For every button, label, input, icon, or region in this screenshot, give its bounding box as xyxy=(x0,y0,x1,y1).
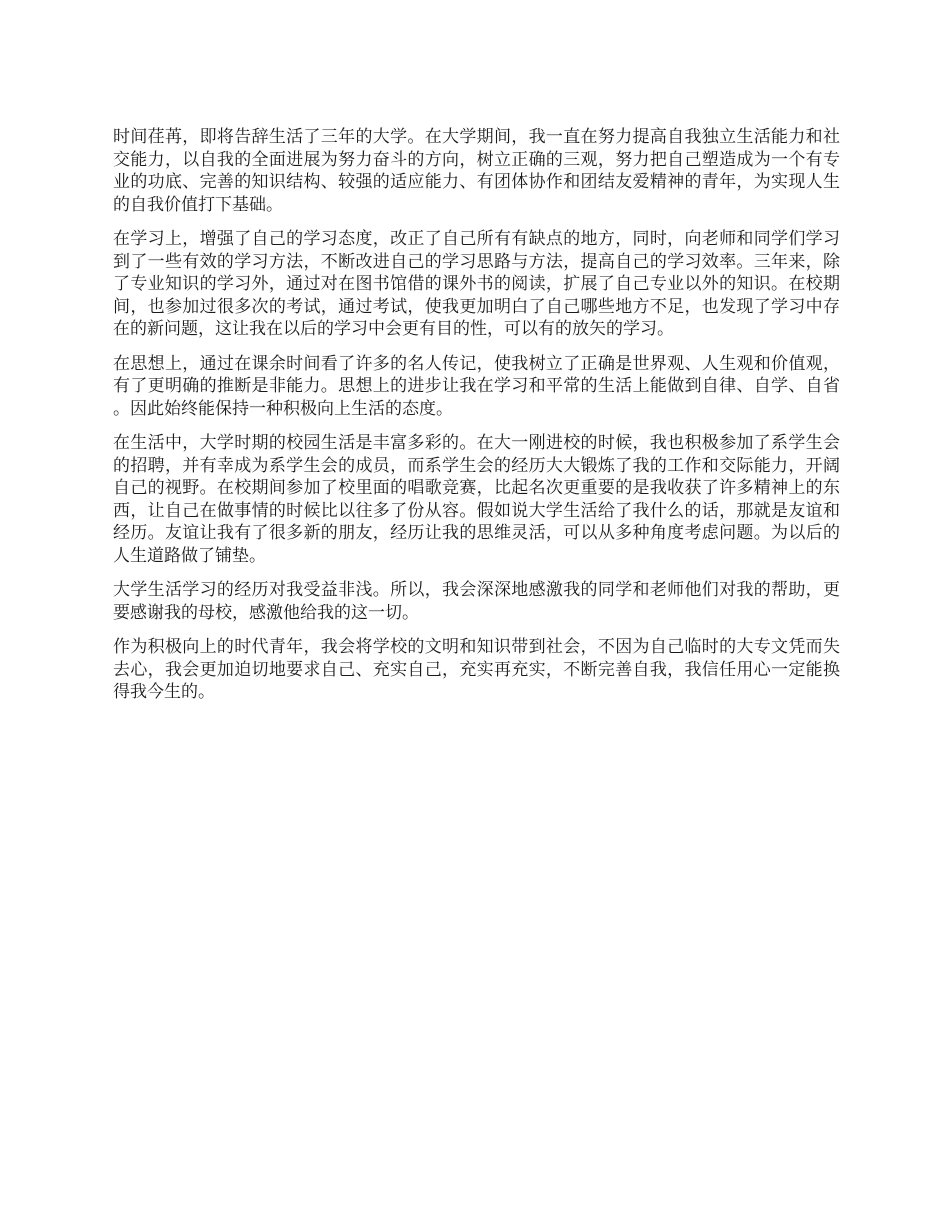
paragraph-1: 时间荏苒，即将告辞生活了三年的大学。在大学期间，我一直在努力提高自我独立生活能力和社交能力，以自我的全面进展为努力奋斗的方向，树立正确的三观，努力把自己塑造成为一个有专业的功底、完善的知识结构、较强的适应能力、有团体协作和团结友爱精神的青年，为实现人生的自我价值打下基础。 xyxy=(113,127,840,215)
paragraph-4: 在生活中，大学时期的校园生活是丰富多彩的。在大一刚进校的时候，我也积极参加了系学生会的招聘，并有幸成为系学生会的成员，而系学生会的经历大大锻炼了我的工作和交际能力，开阔自己的视野。在校期间参加了校里面的唱歌竞赛，比起名次更重要的是我收获了许多精神上的东西，让自己在做事情的时候比以往多了份从容。假如说大学生活给了我什么的话，那就是友谊和经历。友谊让我有了很多新的朋友，经历让我的思维灵活，可以从多种角度考虑问题。为以后的人生道路做了铺垫。 xyxy=(113,433,840,566)
paragraph-5: 大学生活学习的经历对我受益非浅。所以，我会深深地感激我的同学和老师他们对我的帮助，更要感谢我的母校，感激他给我的这一切。 xyxy=(113,580,840,623)
paragraph-6: 作为积极向上的时代青年，我会将学校的文明和知识带到社会，不因为自己临时的大专文凭而失去心，我会更加迫切地要求自己、充实自己，充实再充实，不断完善自我，我信任用心一定能换得我今生的。 xyxy=(113,637,840,702)
paragraph-2: 在学习上，增强了自己的学习态度，改正了自己所有有缺点的地方，同时，向老师和同学们学习到了一些有效的学习方法，不断改进自己的学习思路与方法，提高自己的学习效率。三年来，除了专业知识的学习外，通过对在图书馆借的课外书的阅读，扩展了自己专业以外的知识。在校期间，也参加过很多次的考试，通过考试，使我更加明白了自己哪些地方不足，也发现了学习中存在的新问题，这让我在以后的学习中会更有目的性，可以有的放矢的学习。 xyxy=(113,229,840,339)
paragraph-3: 在思想上，通过在课余时间看了许多的名人传记，使我树立了正确是世界观、人生观和价值观，有了更明确的推断是非能力。思想上的进步让我在学习和平常的生活上能做到自律、自学、自省。因此始终能保持一种积极向上生活的态度。 xyxy=(113,353,840,419)
document-body xyxy=(113,126,840,716)
